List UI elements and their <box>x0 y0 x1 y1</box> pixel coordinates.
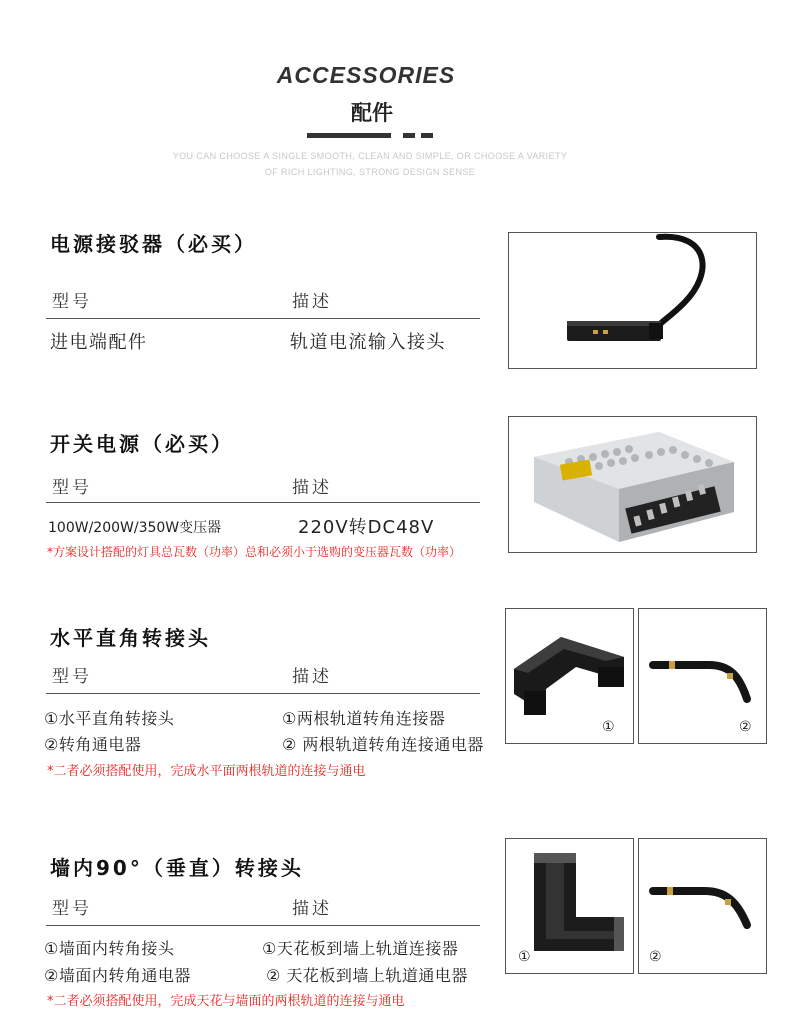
column-header-model: 型号 <box>52 667 92 687</box>
accessories-title: ACCESSORIES <box>276 62 456 88</box>
row-description: ② 天花板到墙上轨道通电器 <box>266 966 468 985</box>
warning-note: *方案设计搭配的灯具总瓦数（功率）总和必须小于选购的变压器瓦数（功率） <box>47 545 462 559</box>
row-model: 100W/200W/350W变压器 <box>48 520 222 536</box>
row-model: ①水平直角转接头 <box>44 709 175 728</box>
row-model: ①墙面内转角接头 <box>44 939 175 958</box>
title-underline-dot <box>403 133 415 138</box>
horizontal-corner-connector-image <box>505 608 634 744</box>
column-header-description: 描述 <box>292 667 332 687</box>
column-header-model: 型号 <box>52 292 92 312</box>
image-label-2: ② <box>739 719 752 735</box>
warning-note: *二者必须搭配使用，完成天花与墙面的两根轨道的连接与通电 <box>47 994 405 1009</box>
table-divider <box>46 925 480 926</box>
row-model: ②墙面内转角通电器 <box>44 966 191 985</box>
column-header-model: 型号 <box>52 899 92 919</box>
table-divider <box>46 318 480 319</box>
wall-corner-power-connector-image <box>638 838 767 974</box>
section-title-power-supply: 开关电源（必买） <box>50 432 234 456</box>
row-model: ②转角通电器 <box>44 735 142 754</box>
section-title-power-connector: 电源接驳器（必买） <box>50 232 257 256</box>
title-underline-dot <box>421 133 433 138</box>
image-label-1: ① <box>518 949 531 965</box>
power-supply-image <box>508 416 757 553</box>
column-header-description: 描述 <box>292 292 332 312</box>
corner-power-connector-image <box>638 608 767 744</box>
row-description: 220V转DC48V <box>298 517 435 538</box>
tagline-line-2: OF RICH LIGHTING, STRONG DESIGN SENSE <box>264 167 476 177</box>
row-description: ② 两根轨道转角连接通电器 <box>282 735 484 754</box>
tagline-line-1: YOU CAN CHOOSE A SINGLE SMOOTH, CLEAN AND SIMPLE, OR CHOOSE A VARIETY <box>172 151 568 161</box>
image-label-1: ① <box>602 719 615 735</box>
column-header-model: 型号 <box>52 478 92 498</box>
section-title-vertical-corner: 墙内90°（垂直）转接头 <box>50 856 304 880</box>
column-header-description: 描述 <box>292 899 332 919</box>
column-header-description: 描述 <box>292 478 332 498</box>
table-divider <box>46 693 480 694</box>
row-description: ①两根轨道转角连接器 <box>282 709 446 728</box>
wall-corner-connector-image <box>505 838 634 974</box>
image-label-2: ② <box>649 949 662 965</box>
warning-note: *二者必须搭配使用，完成水平面两根轨道的连接与通电 <box>47 764 366 779</box>
power-connector-image <box>508 232 757 369</box>
title-underline <box>307 133 391 138</box>
row-description: 轨道电流输入接头 <box>290 332 446 353</box>
section-title-horizontal-corner: 水平直角转接头 <box>50 626 211 650</box>
row-model: 进电端配件 <box>50 332 148 353</box>
accessories-subtitle: 配件 <box>351 101 393 125</box>
row-description: ①天花板到墙上轨道连接器 <box>262 939 459 958</box>
table-divider <box>46 502 480 503</box>
